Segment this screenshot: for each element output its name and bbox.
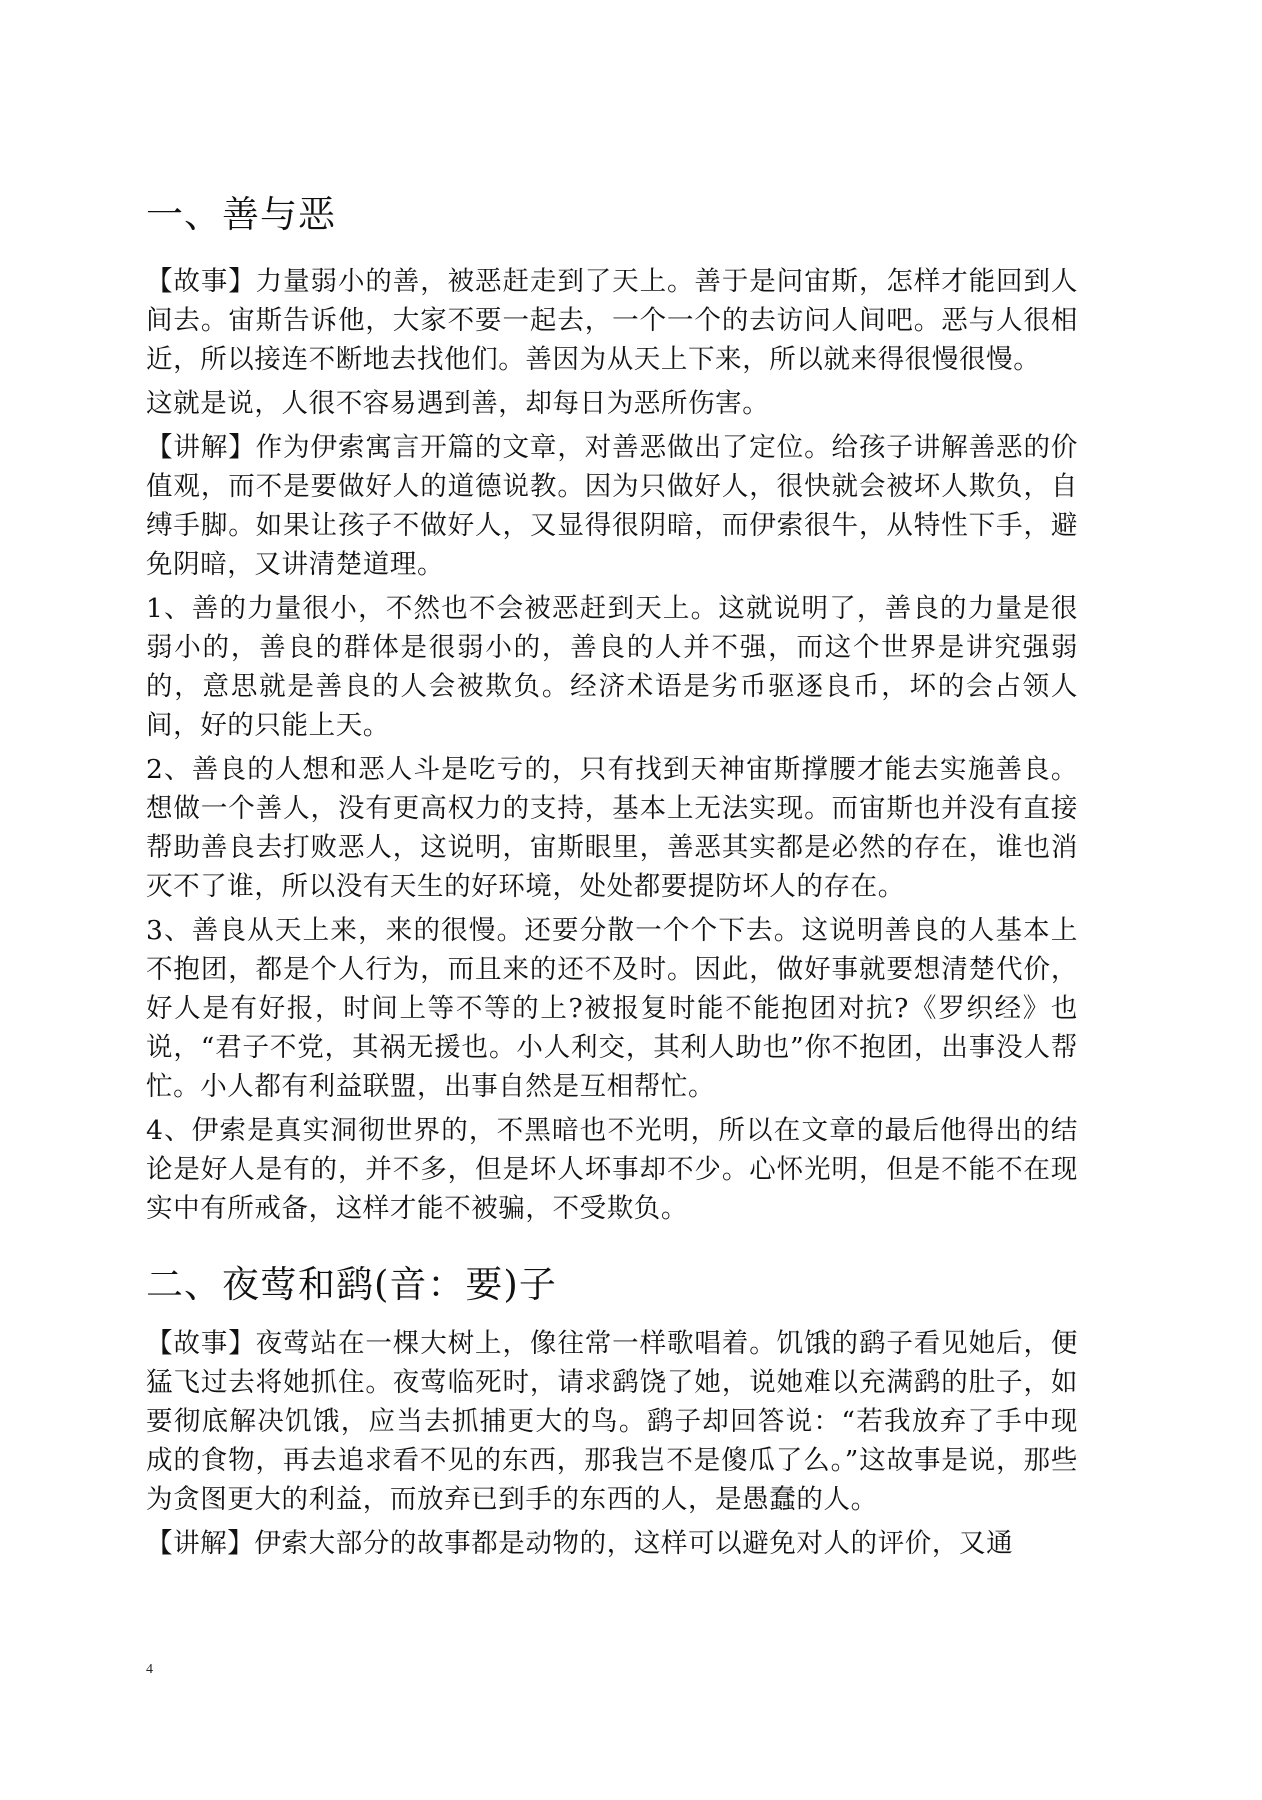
- paragraph-point-1: 1、善的力量很小，不然也不会被恶赶到天上。这就说明了，善良的力量是很弱小的，善良的群体是很弱小的，善良的人并不强，而这个世界是讲究强弱的，意思就是善良的人会被欺负。经济术语是劣币驱逐良币，坏的会占领人间，好的只能上天。: [146, 593, 1078, 741]
- paragraph-explanation: 【讲解】伊索大部分的故事都是动物的，这样可以避免对人的评价，又通: [146, 1528, 1014, 1559]
- page-number: 4: [146, 1662, 153, 1677]
- paragraph-point-4: 4、伊索是真实洞彻世界的，不黑暗也不光明，所以在文章的最后他得出的结论是好人是有的，并不多，但是坏人坏事却不少。心怀光明，但是不能不在现实中有所戒备，这样才能不被骗，不受欺负。: [146, 1115, 1078, 1224]
- paragraph-point-3: 3、善良从天上来，来的很慢。还要分散一个个下去。这说明善良的人基本上不抱团，都是个人行为，而且来的还不及时。因此，做好事就要想清楚代价，好人是有好报，时间上等不等的上?被报复时能不能抱团对抗?《罗织经》也说，“君子不党，其祸无援也。小人利交，其利人助也”你不抱团，出事没人帮忙。小人都有利益联盟，出事自然是互相帮忙。: [146, 915, 1078, 1102]
- paragraph-point-2: 2、善良的人想和恶人斗是吃亏的，只有找到天神宙斯撑腰才能去实施善良。想做一个善人，没有更高权力的支持，基本上无法实现。而宙斯也并没有直接帮助善良去打败恶人，这说明，宙斯眼里，善恶其实都是必然的存在，谁也消灭不了谁，所以没有天生的好环境，处处都要提防坏人的存在。: [146, 754, 1078, 902]
- paragraph-moral: 这就是说，人很不容易遇到善，却每日为恶所伤害。: [146, 388, 770, 419]
- paragraph-story: 【故事】力量弱小的善，被恶赶走到了天上。善于是问宙斯，怎样才能回到人间去。宙斯告诉他，大家不要一起去，一个一个的去访问人间吧。恶与人很相近，所以接连不断地去找他们。善因为从天上下来，所以就来得很慢很慢。: [146, 266, 1078, 375]
- paragraph-explanation: 【讲解】作为伊索寓言开篇的文章，对善恶做出了定位。给孩子讲解善恶的价值观，而不是要做好人的道德说教。因为只做好人，很快就会被坏人欺负，自缚手脚。如果让孩子不做好人，又显得很阴暗，而伊索很牛，从特性下手，避免阴暗，又讲清楚道理。: [146, 432, 1078, 580]
- section-heading-nightingale-and-hawk: 二、夜莺和鹞(音：要)子: [146, 1263, 557, 1306]
- paragraph-story: 【故事】夜莺站在一棵大树上，像往常一样歌唱着。饥饿的鹞子看见她后，便猛飞过去将她抓住。夜莺临死时，请求鹞饶了她，说她难以充满鹞的肚子，如要彻底解决饥饿，应当去抓捕更大的鸟。鹞子却回答说：“若我放弃了手中现成的食物，再去追求看不见的东西，那我岂不是傻瓜了么。”这故事是说，那些为贪图更大的利益，而放弃已到手的东西的人，是愚蠢的人。: [146, 1328, 1078, 1515]
- page-content: [146, 190, 1078, 1568]
- section-heading-good-and-evil: 一、善与恶: [146, 193, 336, 236]
